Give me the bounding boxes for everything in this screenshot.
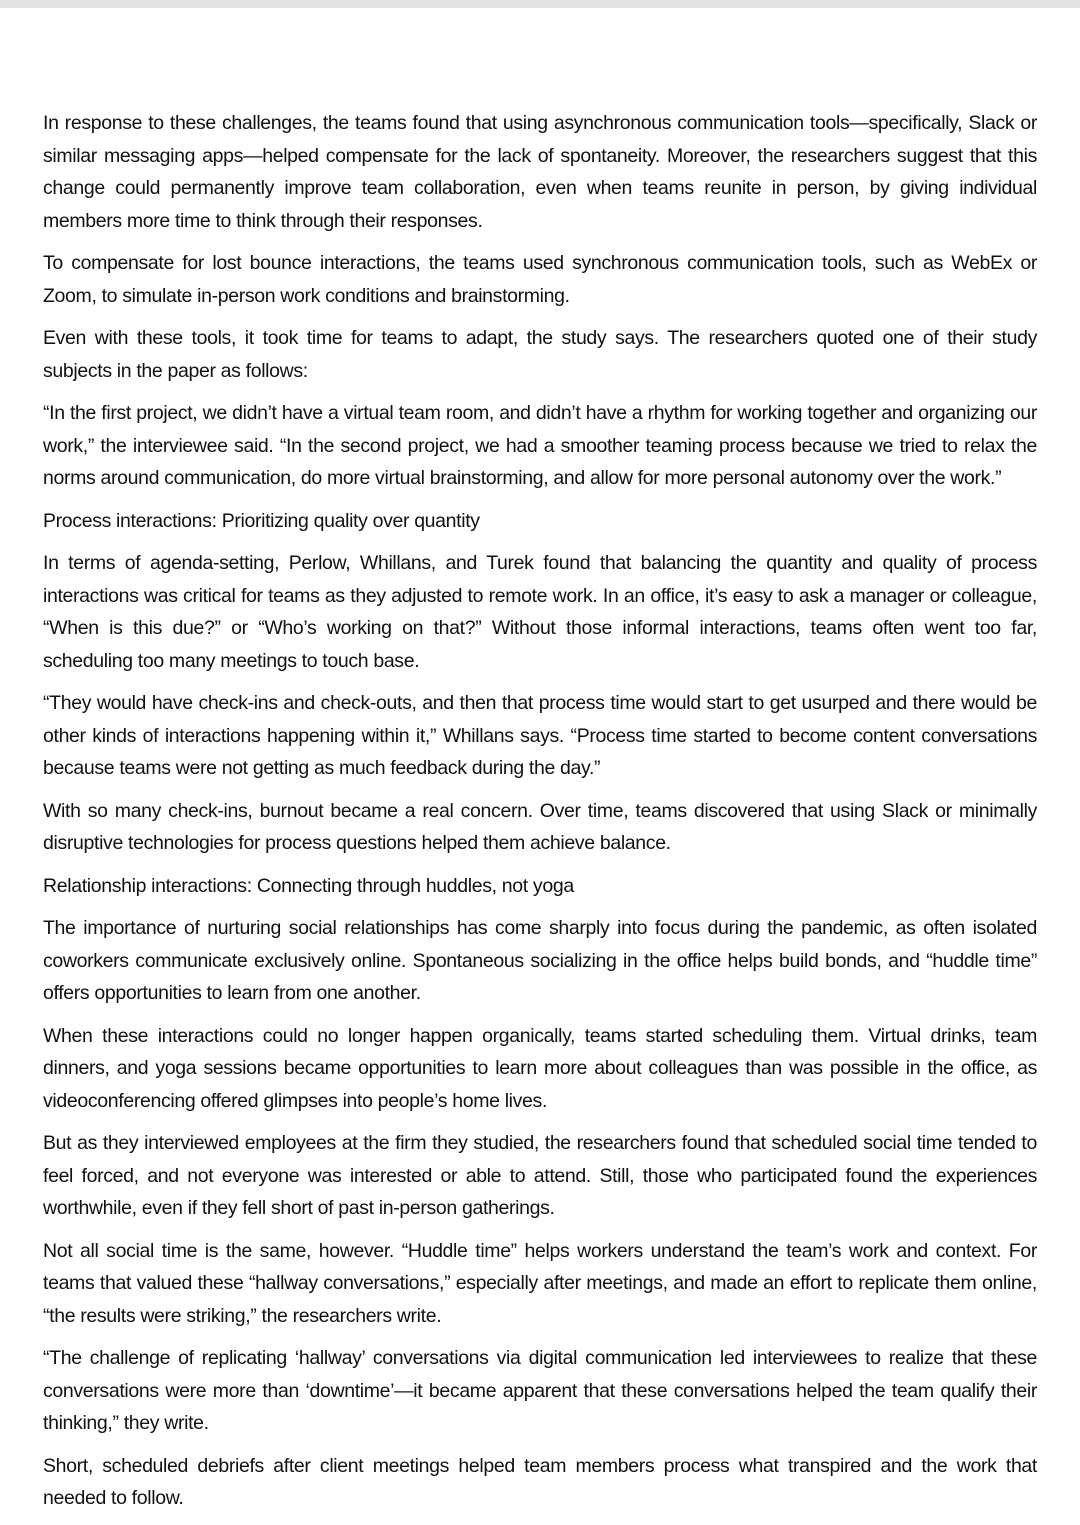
paragraph-agenda-setting: In terms of agenda-setting, Perlow, Whillans, and Turek found that balancing the quantity and quality of process interactions was critical for teams as they adjusted to remote work. In an office, it’s easy to ask a manager or colleague, “When is this due?” or “Who’s working on that?” Without those informal interactions, teams often went too far, scheduling too many meetings to touch base. (43, 552, 1037, 672)
paragraph-debriefs: Short, scheduled debriefs after client meetings helped team members process what transpired and the work that needed to follow. (43, 1454, 1037, 1509)
paragraph-interview-quote: “In the first project, we didn’t have a virtual team room, and didn’t have a rhythm for working together and organizing our work,” the interviewee said. “In the second project, we had a smoother teaming process because we tried to relax the norms around communication, do more virtual brainstorming, and allow for more personal autonomy over the work.” (43, 402, 1037, 489)
article-body (43, 107, 1037, 1525)
paragraph-async-tools: In response to these challenges, the teams found that using asynchronous communication tools—specifically, Slack or similar messaging apps—helped compensate for the lack of spontaneity. Moreover, the researchers suggest that this change could permanently improve team collaboration, even when teams reunite in person, by giving individual members more time to think through their responses. (43, 112, 1037, 232)
paragraph-hallway-quote: “The challenge of replicating ‘hallway’ conversations via digital communication led interviewees to realize that these conversations were more than ‘downtime’—it became apparent that these conversations helped the team qualify their thinking,” they write. (43, 1347, 1037, 1434)
paragraph-sync-tools: To compensate for lost bounce interactions, the teams used synchronous communication tools, such as WebEx or Zoom, to simulate in-person work conditions and brainstorming. (43, 252, 1037, 307)
section-heading-process: Process interactions: Prioritizing quality over quantity (43, 509, 480, 532)
paragraph-huddle-time: Not all social time is the same, however. “Huddle time” helps workers understand the team’s work and context. For teams that valued these “hallway conversations,” especially after meetings, and made an effort to replicate them online, “the results were striking,” the researchers write. (43, 1239, 1037, 1327)
paragraph-burnout: With so many check-ins, burnout became a real concern. Over time, teams discovered that using Slack or minimally disruptive technologies for process questions helped them achieve balance. (43, 799, 1037, 854)
paragraph-adapt: Even with these tools, it took time for teams to adapt, the study says. The researchers quoted one of their study subjects in the paper as follows: (43, 327, 1037, 382)
section-heading-relationship: Relationship interactions: Connecting through huddles, not yoga (43, 874, 574, 897)
paragraph-scheduled-interactions: When these interactions could no longer happen organically, teams started scheduling them. Virtual drinks, team dinners, and yoga sessions became opportunities to learn more about colleagues than was possible in the office, as videoconferencing offered glimpses into people’s home lives. (43, 1024, 1037, 1112)
paragraph-social-relationships: The importance of nurturing social relationships has come sharply into focus during the pandemic, as often isolated coworkers communicate exclusively online. Spontaneous socializing in the office helps build bonds, and “huddle time” offers opportunities to learn from one another. (43, 917, 1037, 1004)
paragraph-forced-social-time: But as they interviewed employees at the firm they studied, the researchers found that scheduled social time tended to feel forced, and not everyone was interested or able to attend. Still, those who participated found the experiences worthwhile, even if they fell short of past in-person gatherings. (43, 1132, 1037, 1219)
top-scroll-bar (0, 0, 1080, 8)
paragraph-whillans-quote: “They would have check-ins and check-outs, and then that process time would start to get usurped and there would be other kinds of interactions happening within it,” Whillans says. “Process time started to become content conversations because teams were not getting as much feedback during the day.” (43, 692, 1037, 779)
